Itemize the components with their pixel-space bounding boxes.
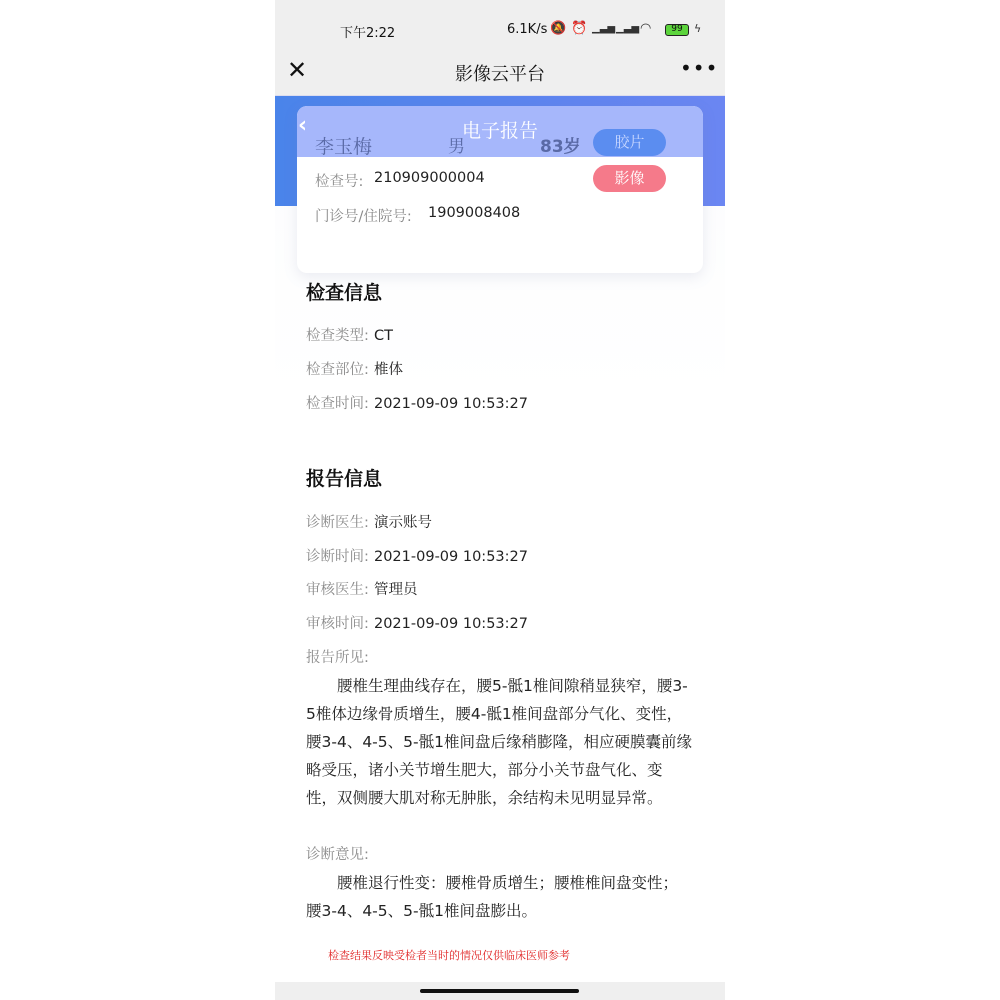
battery-icon: 99 (665, 24, 689, 36)
exam-info-row: 检查时间: 2021-09-09 10:53:27 (306, 396, 528, 412)
more-icon[interactable]: ••• (680, 56, 719, 80)
nav-bar (275, 50, 725, 96)
patient-name: 李玉梅 (315, 136, 373, 158)
findings-label: 报告所见: (306, 650, 369, 666)
diagnosis-label: 诊断意见: (306, 847, 369, 863)
patient-gender: 男 (448, 137, 465, 157)
close-icon[interactable]: ✕ (287, 56, 308, 84)
signal-hd-icon: ▁▃▅ (592, 23, 616, 34)
page-title: 电子报告 (461, 120, 538, 142)
report-info-row: 审核时间: 2021-09-09 10:53:27 (306, 616, 528, 632)
nav-title: 影像云平台 (455, 64, 545, 85)
chevron-left-icon[interactable]: ‹ (298, 113, 308, 138)
findings-text: 腰椎生理曲线存在，腰5-骶1椎间隙稍显狭窄，腰3- 5椎体边缘骨质增生，腰4-骶1椎间盘部分气化、变性， 腰3-4、4-5、5-骶1椎间盘后缘稍膨隆，相应硬膜囊前缘 略受压，诸小关节增生肥大，部分小关节盘气化、变 性，双侧腰大肌对称无肿胀，余结构未见明显异常。 (306, 677, 692, 807)
exam-info-row: 检查部位: 椎体 (306, 362, 403, 378)
signal-hd-icon: ▁▃▅ (616, 23, 640, 34)
patient-card (297, 106, 703, 273)
wifi-icon: ◠ (640, 21, 652, 36)
charging-icon: ϟ (694, 22, 702, 35)
exam-info-row: 检查类型: CT (306, 328, 393, 344)
home-indicator[interactable] (420, 989, 579, 993)
net-speed: 6.1K/s (507, 22, 548, 37)
exam-info-title: 检查信息 (306, 282, 383, 304)
disclaimer: 检查结果反映受检者当时的情况仅供临床医师参考 (328, 949, 570, 962)
exam-no: 210909000004 (374, 170, 485, 186)
phone-screen (275, 0, 725, 1000)
status-time: 下午2:22 (340, 26, 396, 41)
visit-no: 1909008408 (428, 205, 521, 221)
report-info-row: 诊断医生: 演示账号 (306, 515, 432, 531)
home-bar (275, 982, 725, 1000)
report-info-row: 诊断时间: 2021-09-09 10:53:27 (306, 549, 528, 565)
status-bar (275, 0, 725, 50)
visit-no-label: 门诊号/住院号: (315, 209, 412, 225)
diagnosis-text: 腰椎退行性变：腰椎骨质增生；腰椎椎间盘变性； 腰3-4、4-5、5-骶1椎间盘膨出。 (306, 874, 679, 920)
report-info-title: 报告信息 (306, 468, 383, 490)
mute-icon: 🔕 (550, 21, 567, 36)
exam-no-label: 检查号: (315, 174, 364, 190)
image-button[interactable]: 影像 (593, 165, 666, 192)
patient-age: 83岁 (540, 137, 581, 157)
alarm-icon: ⏰ (571, 21, 588, 36)
report-info-row: 审核医生: 管理员 (306, 582, 418, 598)
film-button[interactable]: 胶片 (593, 129, 666, 156)
